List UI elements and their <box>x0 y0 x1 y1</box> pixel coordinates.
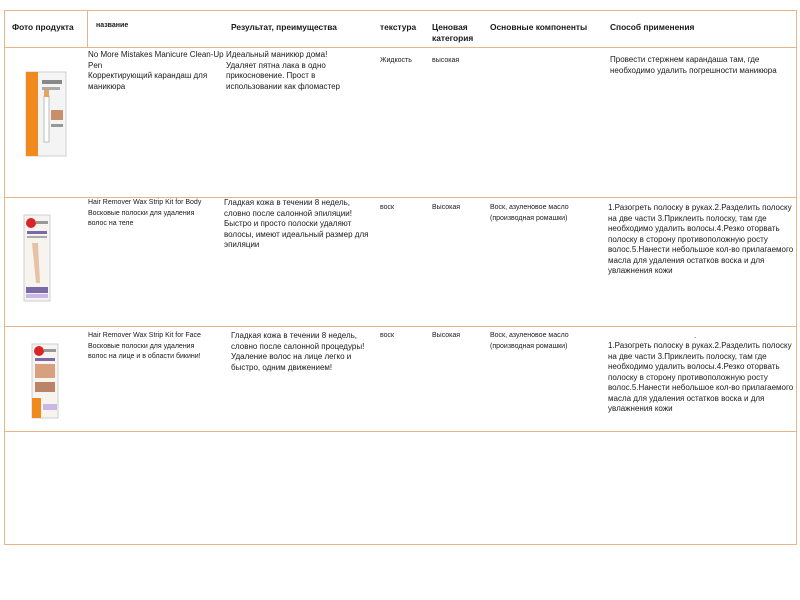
body-wax-strip-box-image <box>22 213 52 303</box>
row3-price: Высокая <box>432 332 461 339</box>
row1-price: высокая <box>432 57 460 64</box>
header-photo: Фото продукта <box>12 22 74 32</box>
row3-name: Hair Remover Wax Strip Kit for Face Восковые полоски для удаления волос на лице и в области бикини! <box>88 332 201 360</box>
column-divider <box>87 11 88 47</box>
header-texture: текстура <box>380 22 417 32</box>
row1-result: Идеальный маникюр дома! Удаляет пятна лака в одно прикосновение. Прост в использовании как фломастер <box>226 50 341 91</box>
row1-name: No More Mistakes Manicure Clean-Up Pen Корректирующий карандаш для маникюра <box>88 50 224 91</box>
row3-texture: воск <box>380 332 395 339</box>
row2-result: Гладкая кожа в течении 8 недель, словно после салонной эпиляции! Быстро и просто полоски удаляют волосы, имеют идеальный размер для эпиляции <box>224 198 369 249</box>
row-divider <box>5 326 796 327</box>
row-divider <box>5 431 796 432</box>
row3-usage: 1.Разогреть полоску в руках.2.Разделить полоску на две части 3.Приклеить полоску, там где необходимо удалить волосы.4.Резко оторвать полоску в сторону противоположную росту волос.5.Нанести небольшое кол-во прилагаемого масла для удаления остатков воска и для увлажнения кожи <box>608 341 794 413</box>
row3-usage-mark: . <box>694 331 697 340</box>
row3-components: Воск, азуленовое масло (производная ромашки) <box>490 332 569 350</box>
header-components: Основные компоненты <box>490 22 588 32</box>
row2-components: Воск, азуленовое масло (производная ромашки) <box>490 204 569 222</box>
face-wax-strip-box-image <box>30 342 60 420</box>
manicure-pen-package-image <box>22 70 70 160</box>
row2-price: Высокая <box>432 204 461 211</box>
header-price: Ценовая категория <box>432 22 474 43</box>
header-name: название <box>96 22 129 29</box>
row3-result: Гладкая кожа в течении 8 недель, словно после салонной процедуры! Удаление волос на лице легко и быстро, одним движением! <box>231 331 365 372</box>
header-usage: Способ применения <box>610 22 695 32</box>
row-divider <box>5 47 796 48</box>
row2-name: Hair Remover Wax Strip Kit for Body Восковые полоски для удаления волос на теле <box>88 199 202 227</box>
row2-usage: 1.Разогреть полоску в руках.2.Разделить полоску на две части 3.Приклеить полоску, там где необходимо удалить волосы.4.Резко оторвать полоску в сторону противоположную росту волос.5.Нанести небольшое кол-во прилагаемого масла для удаления остатков воска и для увлажнения кожи <box>608 203 794 275</box>
row2-texture: воск <box>380 204 395 211</box>
row1-usage: Провести стержнем карандаша там, где необходимо удалить погрешности маникюра <box>610 55 777 75</box>
row1-texture: Жидкость <box>380 57 412 64</box>
header-result: Результат, преимущества <box>231 22 337 32</box>
